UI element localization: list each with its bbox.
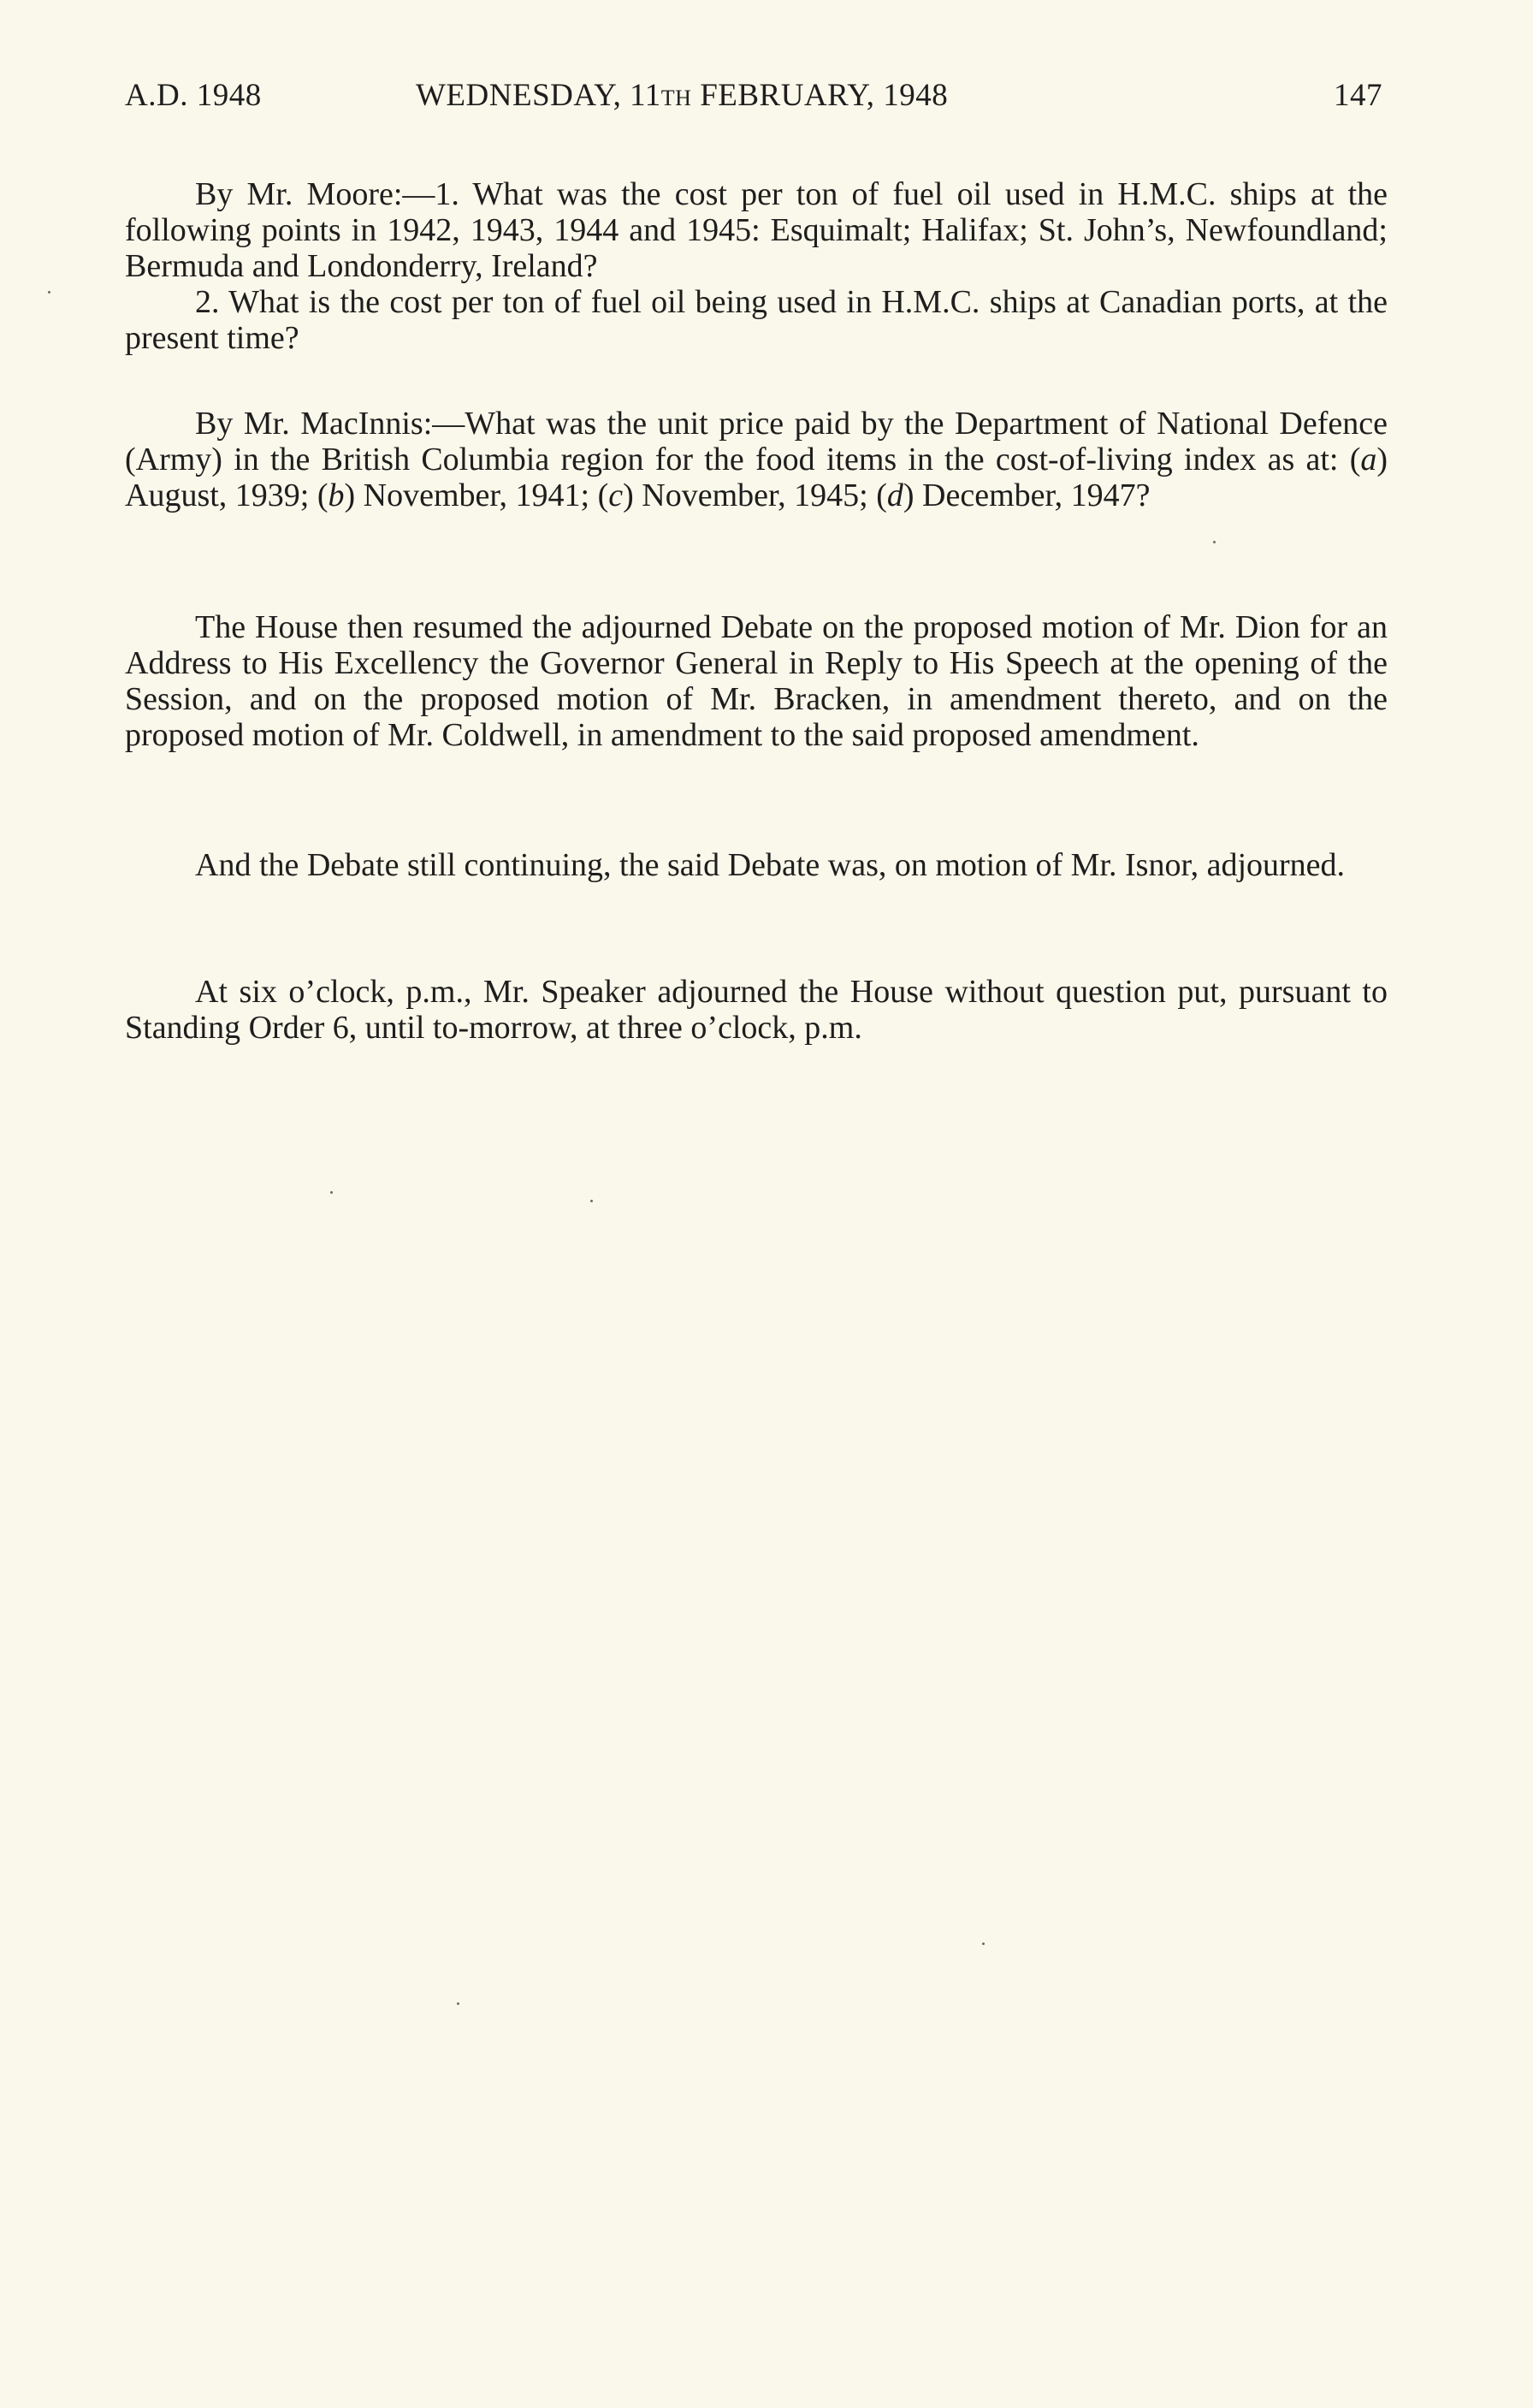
macinnis-question-text (125, 406, 1388, 513)
paper-speck (48, 291, 50, 294)
macinnis-question (125, 406, 1388, 513)
macinnis-label-d: (d) (876, 477, 914, 513)
macinnis-intro: By Mr. MacInnis:—What was the unit price paid by the Department of National Defence (Army) in the British Columbia region for the food items in the cost-of-living index as at: (125, 406, 1388, 477)
macinnis-date-c: November, 1945; (633, 477, 877, 513)
header-date (416, 77, 948, 114)
page-number: 147 (1334, 78, 1382, 113)
paper-speck (982, 1942, 985, 1945)
page-header (125, 77, 1382, 120)
macinnis-label-b: (b) (317, 477, 356, 513)
paper-speck (1213, 541, 1216, 543)
macinnis-date-a: August, 1939; (125, 477, 317, 513)
macinnis-label-c: (c) (597, 477, 634, 513)
paper-speck (330, 1191, 333, 1194)
macinnis-label-a: (a) (1349, 442, 1388, 477)
moore-questions (125, 176, 1388, 356)
moore-question-2: 2. What is the cost per ton of fuel oil being used in H.M.C. ships at Canadian ports, at the present time? (125, 284, 1388, 356)
debate-resumed-paragraph (125, 609, 1388, 753)
macinnis-date-d: December, 1947? (914, 477, 1151, 513)
debate-adjourned-text: And the Debate still continuing, the said Debate was, on motion of Mr. Isnor, adjourned. (195, 847, 1346, 883)
debate-adjourned-paragraph (125, 847, 1388, 883)
header-date-prefix: WEDNESDAY, 11 (416, 78, 661, 113)
macinnis-date-b: November, 1941; (355, 477, 598, 513)
header-year: A.D. 1948 (125, 78, 262, 113)
paper-speck (590, 1200, 593, 1202)
header-date-ordinal: TH (660, 86, 692, 110)
moore-question-1: By Mr. Moore:—1. What was the cost per ton of fuel oil used in H.M.C. ships at the following points in 1942, 1943, 1944 and 1945: Esquimalt; Halifax; St. John’s, Newfoundland; Bermuda and Londonderry, Ireland? (125, 176, 1388, 284)
header-date-suffix: FEBRUARY, 1948 (691, 78, 949, 113)
debate-resumed-text: The House then resumed the adjourned Debate on the proposed motion of Mr. Dion for an Address to His Excellency the Governor General in Reply to His Speech at the opening of the Session, and on the proposed motion of Mr. Bracken, in amendment thereto, and on the proposed motion of Mr. Coldwell, in amendment to the said proposed amendment. (125, 609, 1388, 753)
house-adjourned-paragraph (125, 974, 1388, 1046)
house-adjourned-text: At six o’clock, p.m., Mr. Speaker adjourned the House without question put, pursuant to Standing Order 6, until to-morrow, at three o’clock, p.m. (125, 974, 1388, 1046)
paper-speck (457, 2002, 459, 2005)
